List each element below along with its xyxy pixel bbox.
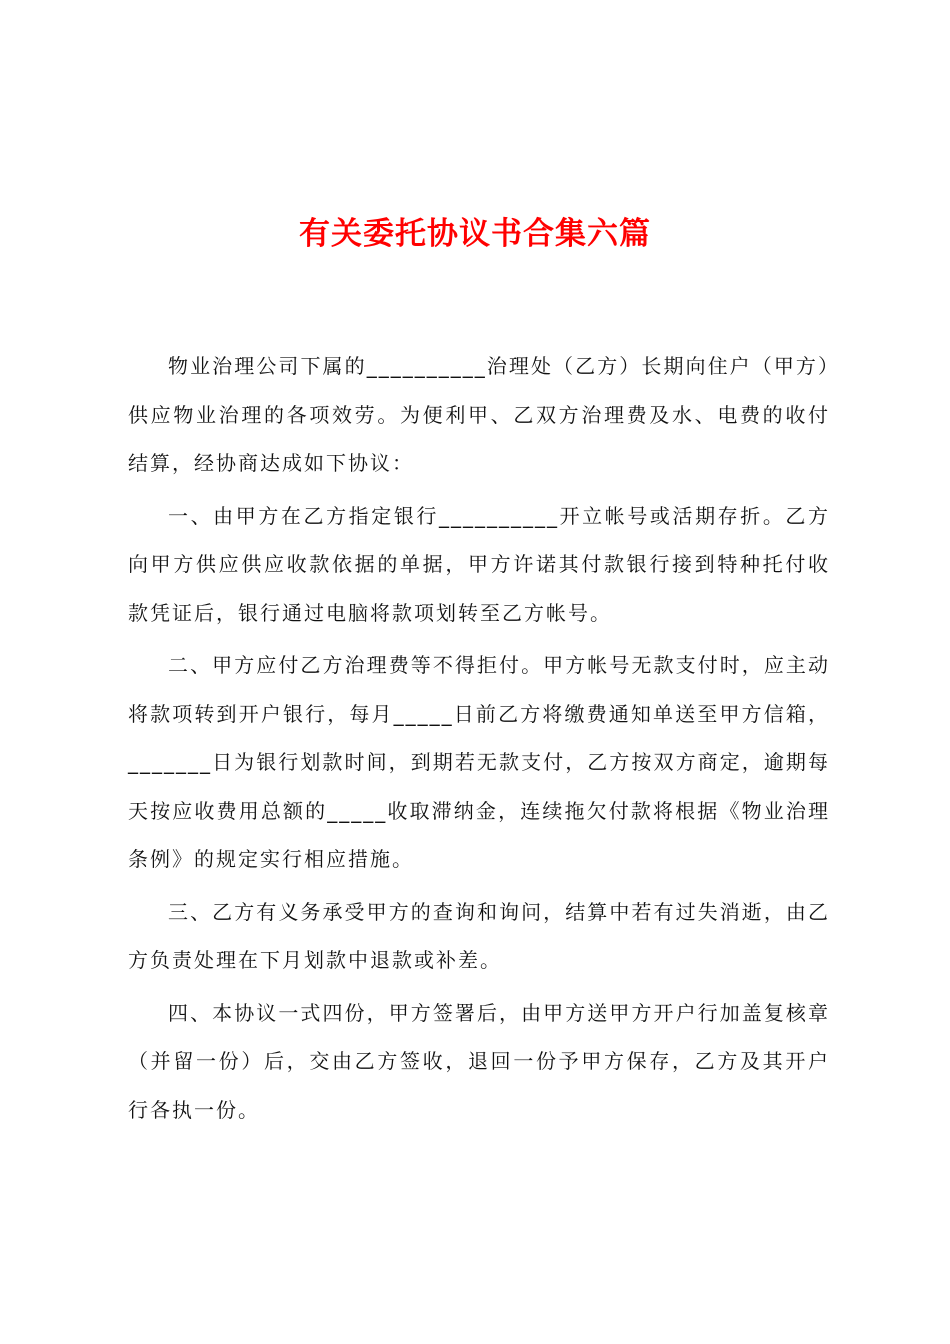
paragraph-clause-2: 二、甲方应付乙方治理费等不得拒付。甲方帐号无款支付时，应主动将款项转到开户银行，每月_____日前乙方将缴费通知单送至甲方信箱，_______日为银行划款时间，到期若无款支付，乙方按双方商定，逾期每天按应收费用总额的_____收取滞纳金，连续拖欠付款将根据《物业治理条例》的规定实行相应措施。 xyxy=(128,653,830,871)
document-body xyxy=(128,342,830,1138)
paragraph-clause-4: 四、本协议一式四份，甲方签署后，由甲方送甲方开户行加盖复核章（并留一份）后，交由乙方签收，退回一份予甲方保存，乙方及其开户行各执一份。 xyxy=(128,1000,830,1122)
paragraph-intro: 物业治理公司下属的__________治理处（乙方）长期向住户（甲方）供应物业治理的各项效劳。为便利甲、乙双方治理费及水、电费的收付结算，经协商达成如下协议： xyxy=(128,354,830,475)
paragraph-clause-1: 一、由甲方在乙方指定银行__________开立帐号或活期存折。乙方向甲方供应供应收款依据的单据，甲方许诺其付款银行接到特种托付收款凭证后，银行通过电脑将款项划转至乙方帐号。 xyxy=(128,503,830,625)
paragraph-clause-3: 三、乙方有义务承受甲方的查询和询问，结算中若有过失消逝，由乙方负责处理在下月划款中退款或补差。 xyxy=(128,899,830,972)
document-title: 有关委托协议书合集六篇 xyxy=(299,216,651,252)
